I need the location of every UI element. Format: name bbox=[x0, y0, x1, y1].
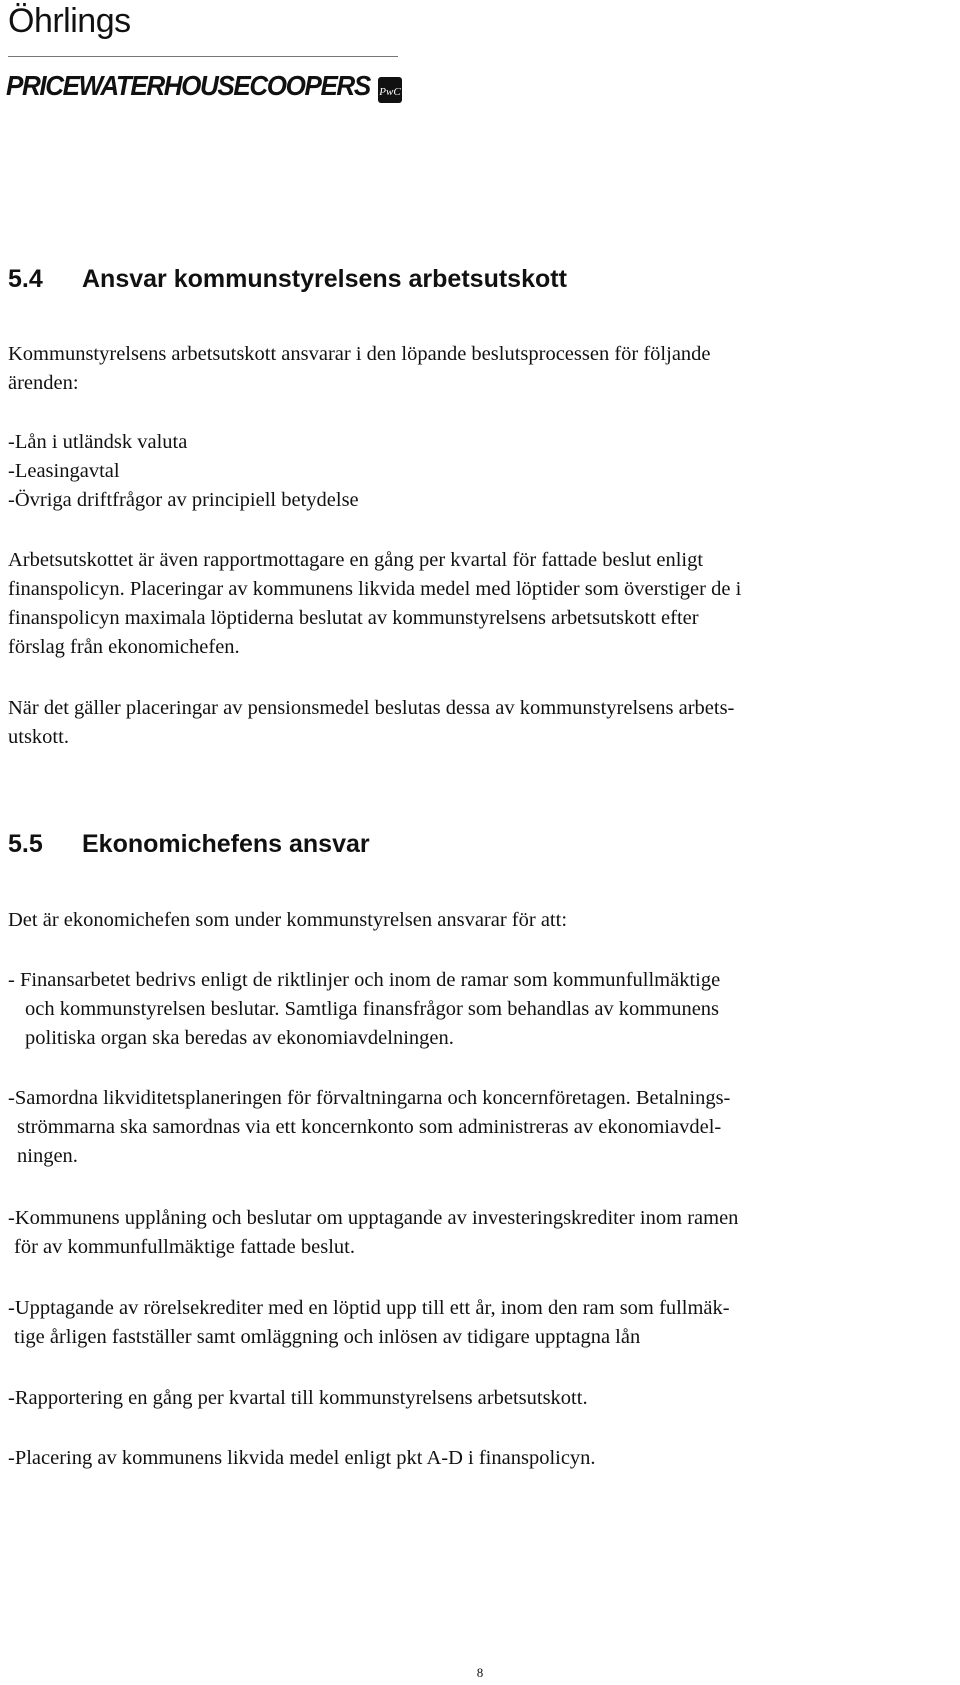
text-line: Arbetsutskottet är även rapportmottagare en gång per kvartal för fattade beslut enligt bbox=[8, 549, 704, 571]
list-item: -Leasingavtal bbox=[8, 460, 120, 482]
section-5-4-paragraph-3 bbox=[8, 694, 734, 752]
responsibility-item bbox=[8, 1444, 596, 1473]
responsibility-item bbox=[8, 1084, 730, 1171]
list-item: -Lån i utländsk valuta bbox=[8, 431, 188, 453]
responsibility-item bbox=[8, 1384, 588, 1413]
text-line: utskott. bbox=[8, 726, 69, 748]
text-line: - Finansarbetet bedrivs enligt de riktlinjer och inom de ramar som kommunfullmäktige bbox=[8, 969, 721, 991]
text-line: förslag från ekonomichefen. bbox=[8, 636, 240, 658]
responsibility-item bbox=[8, 1204, 738, 1262]
brand-name-ohrlings: Öhrlings bbox=[8, 2, 131, 40]
text-line: finanspolicyn. Placeringar av kommunens likvida medel med löptider som överstiger de i bbox=[8, 578, 742, 600]
section-title: Ansvar kommunstyrelsens arbetsutskott bbox=[82, 265, 567, 293]
responsibility-item bbox=[8, 966, 720, 1053]
pwc-seal-icon bbox=[377, 76, 403, 104]
section-5-4-paragraph-2 bbox=[8, 546, 741, 662]
section-heading-5-4 bbox=[8, 265, 567, 294]
text-line: ärenden: bbox=[8, 372, 79, 394]
letterhead bbox=[0, 0, 400, 120]
section-5-4-list bbox=[8, 428, 359, 515]
text-line: När det gäller placeringar av pensionsmedel beslutas dessa av kommunstyrelsens arbets- bbox=[8, 697, 735, 719]
page-number: 8 bbox=[476, 1665, 484, 1680]
text-line: -Samordna likviditetsplaneringen för förvaltningarna och koncernföretagen. Betalnings- bbox=[8, 1087, 731, 1109]
text-line: -Placering av kommunens likvida medel enligt pkt A-D i finanspolicyn. bbox=[8, 1447, 596, 1469]
text-line: och kommunstyrelsen beslutar. Samtliga finansfrågor som behandlas av kommunens bbox=[25, 998, 720, 1020]
list-item: -Övriga driftfrågor av principiell betydelse bbox=[8, 489, 359, 511]
text-line: tige årligen fastställer samt omläggning och inlösen av tidigare upptagna lån bbox=[14, 1326, 641, 1348]
text-line: ningen. bbox=[17, 1145, 78, 1167]
text-line: Det är ekonomichefen som under kommunstyrelsen ansvarar för att: bbox=[8, 909, 568, 931]
text-line: -Kommunens upplåning och beslutar om upptagande av investeringskrediter inom ramen bbox=[8, 1207, 739, 1229]
text-line: politiska organ ska beredas av ekonomiavdelningen. bbox=[25, 1027, 454, 1049]
text-line: -Upptagande av rörelsekrediter med en löptid upp till ett år, inom den ram som fullmäk- bbox=[8, 1297, 730, 1319]
section-5-5-intro bbox=[8, 906, 567, 935]
brand-divider bbox=[8, 56, 398, 57]
section-number: 5.4 bbox=[8, 265, 43, 293]
section-title: Ekonomichefens ansvar bbox=[82, 830, 370, 858]
text-line: -Rapportering en gång per kvartal till kommunstyrelsens arbetsutskott. bbox=[8, 1387, 588, 1409]
text-line: finanspolicyn maximala löptiderna beslutat av kommunstyrelsens arbetsutskott efter bbox=[8, 607, 699, 629]
brand-name-pricewaterhousecoopers: PRICEWATERHOUSECOOPERS bbox=[6, 70, 370, 101]
svg-text:PwC: PwC bbox=[379, 86, 401, 98]
text-line: Kommunstyrelsens arbetsutskott ansvarar i den löpande beslutsprocessen för följande bbox=[8, 343, 711, 365]
section-number: 5.5 bbox=[8, 830, 43, 858]
section-5-4-intro bbox=[8, 340, 711, 398]
responsibility-item bbox=[8, 1294, 730, 1352]
text-line: för av kommunfullmäktige fattade beslut. bbox=[14, 1236, 356, 1258]
text-line: strömmarna ska samordnas via ett koncernkonto som administreras av ekonomiavdel- bbox=[17, 1116, 722, 1138]
section-heading-5-5 bbox=[8, 830, 370, 859]
